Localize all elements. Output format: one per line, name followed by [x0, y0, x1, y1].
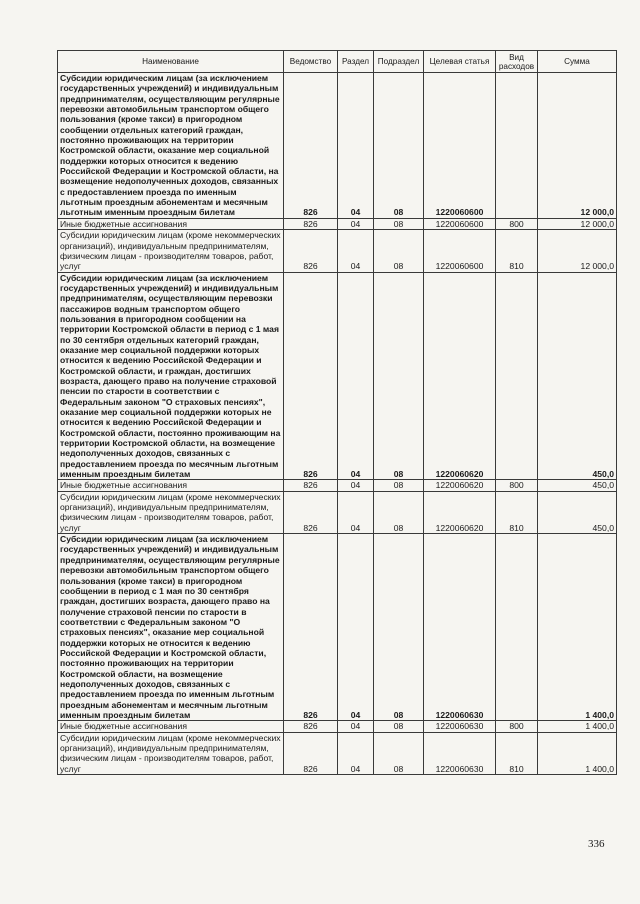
table-body [58, 73, 617, 775]
cell-exp-type: 800 [496, 721, 538, 732]
cell-subsection: 08 [374, 491, 424, 533]
cell-subsection: 08 [374, 732, 424, 774]
cell-dept: 826 [284, 480, 338, 491]
cell-name: Субсидии юридическим лицам (за исключением государственных учреждений) и индивидуальным предпринимателям, осуществляющим регулярные перевозки автомобильным транспортом общего пользования (кроме такси) в пригородном сообщении в период с 1 мая по 30 сентября граждан, достигших возраста, дающего право на получение страховой пенсии по старости в соответствии с Федеральным законом "О страховых пенсиях", оказание мер социальной поддержки которых не относится к ведению Российской Федерации и Костромской области, постоянно проживающих на территории Костромской области, на возмещение недополученных доходов, связанных с предоставлением проезда по именным льготным проездным абонементам и месячным льготным именным проездным билетам [58, 534, 284, 721]
cell-section: 04 [338, 218, 374, 229]
page-number: 336 [588, 838, 605, 850]
cell-target: 1220060620 [424, 480, 496, 491]
cell-target: 1220060600 [424, 73, 496, 219]
cell-sum: 1 400,0 [538, 534, 617, 721]
header-target: Целевая статья [424, 51, 496, 73]
cell-exp-type [496, 534, 538, 721]
cell-sum: 1 400,0 [538, 732, 617, 774]
cell-target: 1220060620 [424, 491, 496, 533]
cell-section: 04 [338, 534, 374, 721]
cell-dept: 826 [284, 218, 338, 229]
cell-section: 04 [338, 73, 374, 219]
header-section: Раздел [338, 51, 374, 73]
cell-target: 1220060600 [424, 230, 496, 272]
cell-name: Субсидии юридическим лицам (кроме некоммерческих организаций), индивидуальным предпринимателям, физическим лицам - производителям товаров, работ, услуг [58, 230, 284, 272]
cell-subsection: 08 [374, 230, 424, 272]
table-row [58, 218, 617, 229]
header-sum: Сумма [538, 51, 617, 73]
cell-section: 04 [338, 491, 374, 533]
cell-subsection: 08 [374, 480, 424, 491]
cell-section: 04 [338, 732, 374, 774]
cell-exp-type: 800 [496, 480, 538, 491]
cell-subsection: 08 [374, 721, 424, 732]
cell-section: 04 [338, 272, 374, 480]
cell-target: 1220060630 [424, 534, 496, 721]
cell-target: 1220060600 [424, 218, 496, 229]
table-row [58, 534, 617, 721]
table-header-row [58, 51, 617, 73]
cell-dept: 826 [284, 732, 338, 774]
cell-subsection: 08 [374, 73, 424, 219]
cell-name: Субсидии юридическим лицам (за исключением государственных учреждений) и индивидуальным предпринимателям, осуществляющим регулярные перевозки автомобильным транспортом общего пользования (кроме такси) в пригородном сообщении отдельных категорий граждан, постоянно проживающих на территории Костромской области, оказание мер социальной поддержки которых относится к ведению Российской Федерации и Костромской области, на возмещение недополученных доходов, связанных с предоставлением проезда по именным льготным проездным абонементам и месячным льготным именным проездным билетам [58, 73, 284, 219]
cell-exp-type: 810 [496, 491, 538, 533]
cell-sum: 12 000,0 [538, 218, 617, 229]
cell-dept: 826 [284, 721, 338, 732]
cell-section: 04 [338, 721, 374, 732]
header-dept: Ведомство [284, 51, 338, 73]
cell-subsection: 08 [374, 534, 424, 721]
cell-section: 04 [338, 230, 374, 272]
table-row [58, 491, 617, 533]
table-row [58, 732, 617, 774]
table-row [58, 73, 617, 219]
budget-table [57, 50, 617, 775]
cell-name: Иные бюджетные ассигнования [58, 218, 284, 229]
cell-sum: 1 400,0 [538, 721, 617, 732]
cell-sum: 450,0 [538, 491, 617, 533]
cell-name: Субсидии юридическим лицам (за исключением государственных учреждений) и индивидуальным предпринимателям, осуществляющим перевозки пассажиров водным транспортом общего пользования в пригородном сообщении на территории Костромской области в период с 1 мая по 30 сентября отдельных категорий граждан, оказание мер социальной поддержки которых относится к ведению Российской Федерации и Костромской области, и граждан, достигших возраста, дающего право на получение страховой пенсии по старости в соответствии с Федеральным законом "О страховых пенсиях", оказание мер социальной поддержки которых не относится к ведению Российской Федерации и Костромской области, постоянно проживающим на территории Костромской области, на возмещение недополученных доходов, связанных с предоставлением проезда по месячным льготным именным проездным билетам [58, 272, 284, 480]
cell-sum: 12 000,0 [538, 73, 617, 219]
cell-sum: 12 000,0 [538, 230, 617, 272]
header-name: Наименование [58, 51, 284, 73]
cell-name: Иные бюджетные ассигнования [58, 721, 284, 732]
cell-target: 1220060630 [424, 721, 496, 732]
cell-name: Субсидии юридическим лицам (кроме некоммерческих организаций), индивидуальным предпринимателям, физическим лицам - производителям товаров, работ, услуг [58, 491, 284, 533]
table-row [58, 480, 617, 491]
header-exp-type: Вид расходов [496, 51, 538, 73]
cell-exp-type: 810 [496, 732, 538, 774]
cell-target: 1220060630 [424, 732, 496, 774]
cell-dept: 826 [284, 491, 338, 533]
cell-sum: 450,0 [538, 272, 617, 480]
header-subsection: Подраздел [374, 51, 424, 73]
table-row [58, 721, 617, 732]
cell-section: 04 [338, 480, 374, 491]
cell-exp-type: 810 [496, 230, 538, 272]
table-row [58, 272, 617, 480]
cell-target: 1220060620 [424, 272, 496, 480]
cell-exp-type [496, 272, 538, 480]
cell-dept: 826 [284, 534, 338, 721]
cell-name: Субсидии юридическим лицам (кроме некоммерческих организаций), индивидуальным предпринимателям, физическим лицам - производителям товаров, работ, услуг [58, 732, 284, 774]
cell-subsection: 08 [374, 218, 424, 229]
cell-exp-type: 800 [496, 218, 538, 229]
cell-sum: 450,0 [538, 480, 617, 491]
cell-dept: 826 [284, 230, 338, 272]
cell-name: Иные бюджетные ассигнования [58, 480, 284, 491]
cell-dept: 826 [284, 73, 338, 219]
cell-subsection: 08 [374, 272, 424, 480]
table-row [58, 230, 617, 272]
cell-dept: 826 [284, 272, 338, 480]
cell-exp-type [496, 73, 538, 219]
